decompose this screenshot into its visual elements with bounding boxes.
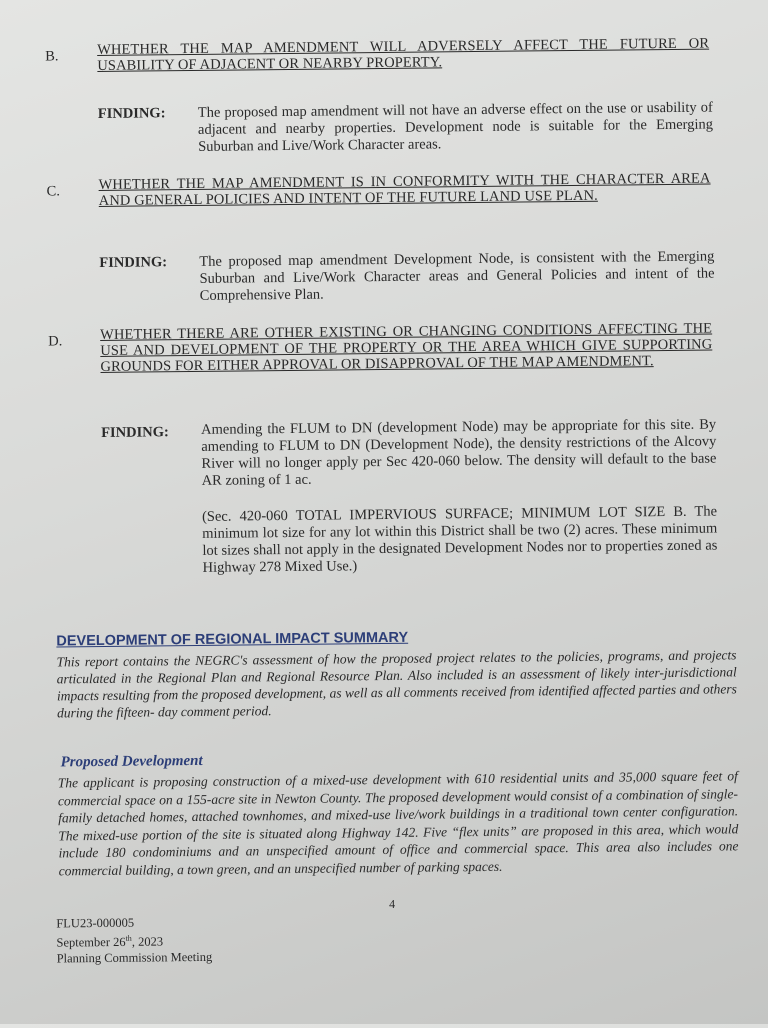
finding-label: FINDING: <box>99 254 168 271</box>
criterion-heading: WHETHER THE MAP AMENDMENT IS IN CONFORMITY WITH THE CHARACTER AREA AND GENERAL POLICIES AND INTENT OF THE FUTURE LAND USE PLAN. <box>98 170 711 209</box>
criterion-letter: C. <box>46 183 61 200</box>
footer-date-year: , 2023 <box>131 934 164 949</box>
dri-heading: DEVELOPMENT OF REGIONAL IMPACT SUMMARY <box>56 629 409 650</box>
proposed-development-body: The applicant is proposing construction of a mixed-use development with 610 residential units and 35,000 square feet of commercial space on a 155-acre site in Newton County. The proposed development would consist of a combination of single-family detached homes, attached townhomes, and mixed-use live/work buildings in a traditional town center configuration. The mixed-use portion of the site is situated along Highway 142. Five “flex units” are proposed in this area, which would include 180 condominiums and an unspecified amount of office and commercial space. This area also includes one commercial building, a town green, and an unspecified number of parking spaces. <box>57 768 739 878</box>
criterion-heading: WHETHER THE MAP AMENDMENT WILL ADVERSELY AFFECT THE FUTURE OR USABILITY OF ADJACENT OR NEARBY PROPERTY. <box>97 35 710 74</box>
footer-date-suffix: th <box>125 933 132 943</box>
finding-paragraph: The proposed map amendment Development Node, is consistent with the Emerging Suburban and Live/Work Character areas and General Policies and intent of the Comprehensive Plan. <box>199 248 715 304</box>
criterion-b <box>45 24 715 155</box>
criterion-letter: D. <box>48 333 63 350</box>
criterion-letter: B. <box>45 48 59 65</box>
dri-body: This report contains the NEGRC's assessment of how the proposed project relates to the policies, programs, and projects articulated in the Regional Plan and Regional Resource Plan. Also included is an assessment of likely inter-jurisdictional impacts resulting from the proposed development, as well as all comments received from identified affected parties and others during the fifteen- day comment period. <box>56 647 737 721</box>
footer-date-day: September 26 <box>56 934 126 950</box>
finding-text <box>199 249 715 324</box>
finding-label: FINDING: <box>101 424 169 441</box>
footer-date <box>56 930 212 951</box>
page-number: 4 <box>389 896 396 911</box>
footer <box>56 914 212 967</box>
finding-label: FINDING: <box>97 105 166 122</box>
finding-text <box>198 100 714 175</box>
finding-paragraph: Amending the FLUM to DN (development Node) may be appropriate for this site. By amending to FLUM to DN (Development Node), the density restrictions of the Alcovy River will no longer apply per Sec 420-060 below. The density will default to the base AR zoning of 1 ac. <box>201 416 717 489</box>
footer-meeting: Planning Commission Meeting <box>56 949 213 966</box>
criterion-heading: WHETHER THERE ARE OTHER EXISTING OR CHANGING CONDITIONS AFFECTING THE USE AND DEVELOPMENT OF THE PROPERTY OR THE AREA WHICH GIVE SUPPORTING GROUNDS FOR EITHER APPROVAL OR DISAPPROVAL OF THE MAP AMENDMENT. <box>100 320 713 375</box>
footer-case-id: FLU23-000005 <box>56 915 135 931</box>
proposed-development-heading: Proposed Development <box>60 752 203 771</box>
finding-text <box>201 417 718 596</box>
finding-paragraph: (Sec. 420-060 TOTAL IMPERVIOUS SURFACE; MINIMUM LOT SIZE B. The minimum lot size for any lot within this District shall be two (2) acres. These minimum lot sizes shall not apply in the designated Development Nodes nor to properties zoned as Highway 278 Mixed Use.) <box>201 503 718 576</box>
finding-paragraph: The proposed map amendment will not have an adverse effect on the use or usability of adjacent and nearby properties. Development node is suitable for the Emerging Suburban and Live/Work Character areas. <box>197 99 714 155</box>
